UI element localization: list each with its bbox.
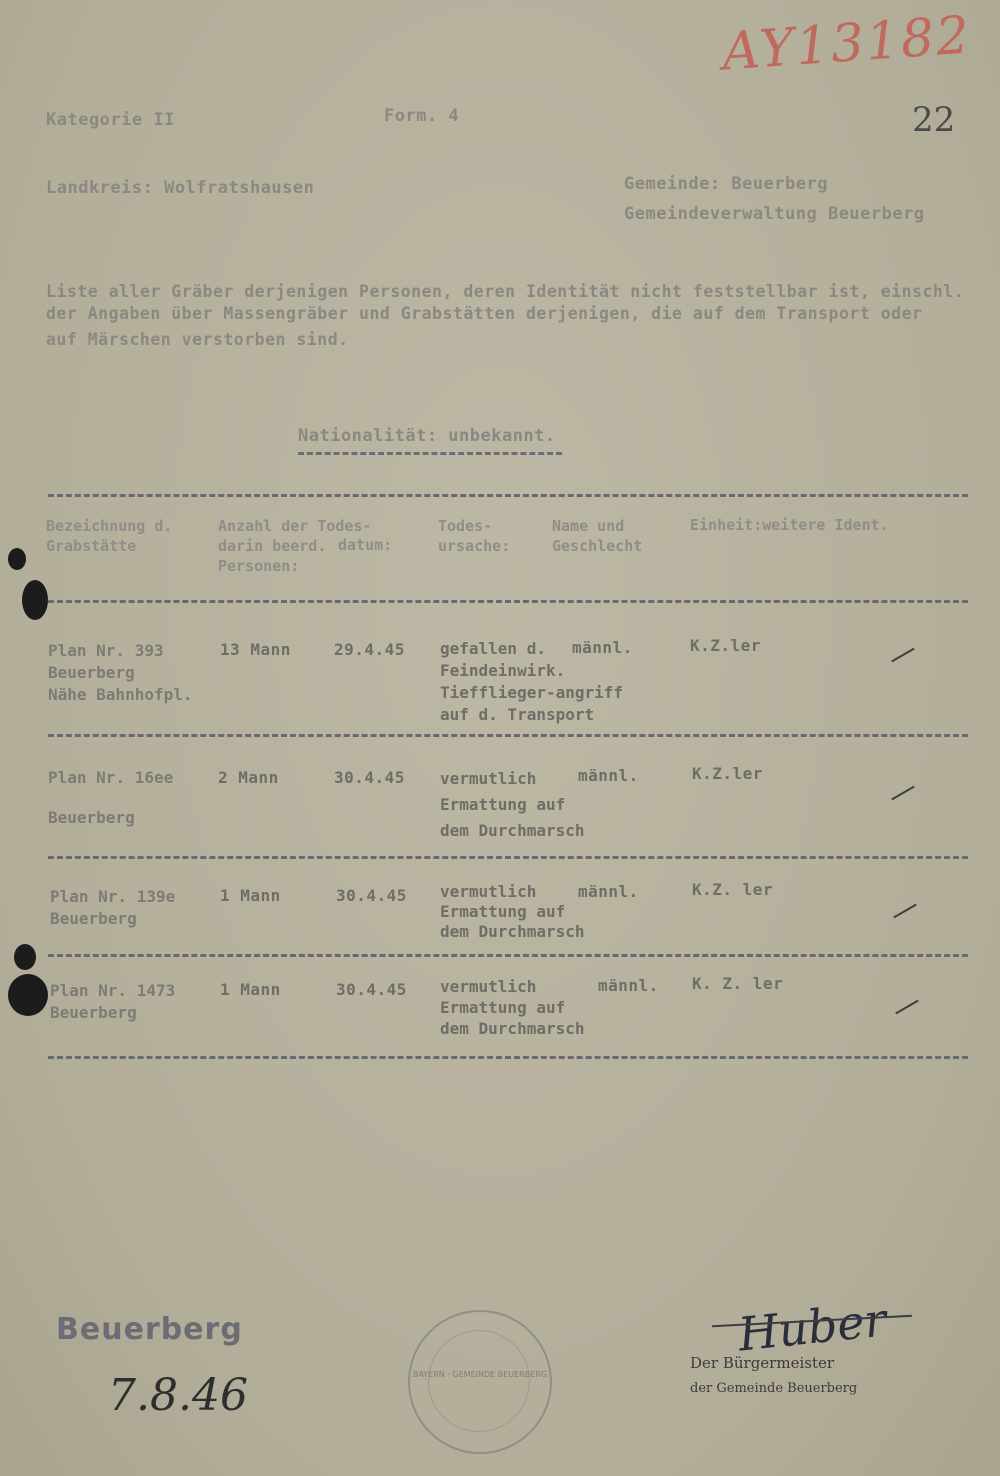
gemeindeverwaltung-label: Gemeindeverwaltung Beuerberg (624, 204, 925, 224)
nationality-heading: Nationalität: unbekannt. (298, 426, 556, 446)
punch-hole (8, 974, 48, 1016)
signature-municipality: der Gemeinde Beuerberg (690, 1381, 858, 1396)
row-date: 30.4.45 (336, 886, 407, 905)
row-cause: gefallen d. Feindeinwirk. Tiefflieger-angriff auf d. Transport (440, 639, 624, 724)
signature-title: Der Bürgermeister (690, 1354, 835, 1372)
seal-text: BAYERN · GEMEINDE BEUERBERG (412, 1370, 548, 1379)
row-count: 13 Mann (220, 640, 291, 659)
row-cause: vermutlich Ermattung auf dem Durchmarsch (440, 977, 585, 1038)
form-label: Form. 4 (384, 106, 460, 126)
nationality-underline (298, 452, 562, 455)
row-count: 1 Mann (220, 980, 281, 999)
page-number: 22 (912, 100, 956, 140)
row-count: 2 Mann (218, 768, 279, 787)
row-cause: vermutlich Ermattung auf dem Durchmarsch (440, 769, 585, 840)
check-mark (891, 648, 915, 663)
row-date: 30.4.45 (334, 768, 405, 787)
row-unit: K. Z. ler (692, 974, 784, 993)
punch-hole (8, 548, 26, 570)
row-sex: männl. (598, 976, 659, 995)
intro-line-2: der Angaben über Massengräber und Grabstätten derjenigen, die auf dem Transport oder (46, 304, 923, 323)
row-sex: männl. (572, 638, 633, 657)
table-separator-row2 (48, 856, 968, 859)
row-unit: K.Z. ler (692, 880, 774, 899)
row-grave: Plan Nr. 1473 Beuerberg (50, 981, 176, 1022)
row-date: 30.4.45 (336, 980, 407, 999)
column-header-date: datum: (338, 536, 393, 554)
row-grave: Plan Nr. 16ee Beuerberg (48, 768, 174, 827)
seal-emblem (428, 1330, 530, 1432)
place-stamp: Beuerberg (56, 1312, 243, 1347)
signature-block (690, 1350, 857, 1402)
row-grave: Plan Nr. 139e Beuerberg (50, 887, 176, 928)
intro-line-3: auf Märschen verstorben sind. (46, 330, 349, 349)
row-grave: Plan Nr. 393 Beuerberg Nähe Bahnhofpl. (48, 641, 193, 704)
column-header-name: Name und Geschlecht (552, 517, 643, 555)
intro-line-1: Liste aller Gräber derjenigen Personen, deren Identität nicht feststellbar ist, einschl. (46, 282, 965, 301)
check-mark (891, 786, 915, 801)
table-separator-row1 (48, 734, 968, 737)
row-count: 1 Mann (220, 886, 281, 905)
table-separator-row3 (48, 954, 968, 957)
handwritten-date: 7.8.46 (108, 1370, 248, 1421)
column-header-cause: Todes- ursache: (438, 517, 511, 555)
municipal-seal (408, 1310, 552, 1454)
check-mark (895, 1000, 919, 1015)
signature: Huber (735, 1292, 889, 1362)
punch-hole (14, 944, 36, 970)
row-sex: männl. (578, 882, 639, 901)
row-unit: K.Z.ler (692, 764, 763, 783)
column-header-grave: Bezeichnung d. Grabstätte (46, 517, 173, 555)
row-cause: vermutlich Ermattung auf dem Durchmarsch (440, 882, 585, 941)
row-date: 29.4.45 (334, 640, 405, 659)
gemeinde-label: Gemeinde: Beuerberg (624, 174, 828, 194)
kategorie-label: Kategorie II (46, 110, 175, 130)
punch-hole (22, 580, 48, 620)
column-header-count: Anzahl der Todes- darin beerd. Personen: (218, 517, 372, 575)
row-unit: K.Z.ler (690, 636, 761, 655)
table-separator-top (48, 494, 968, 497)
archive-number: AY13182 (720, 5, 973, 83)
row-sex: männl. (578, 766, 639, 785)
landkreis-label: Landkreis: Wolfratshausen (46, 178, 315, 198)
table-separator-header (48, 600, 968, 603)
check-mark (893, 904, 917, 919)
column-header-unit: Einheit:weitere Ident. (690, 516, 889, 534)
table-separator-bottom (48, 1056, 968, 1059)
